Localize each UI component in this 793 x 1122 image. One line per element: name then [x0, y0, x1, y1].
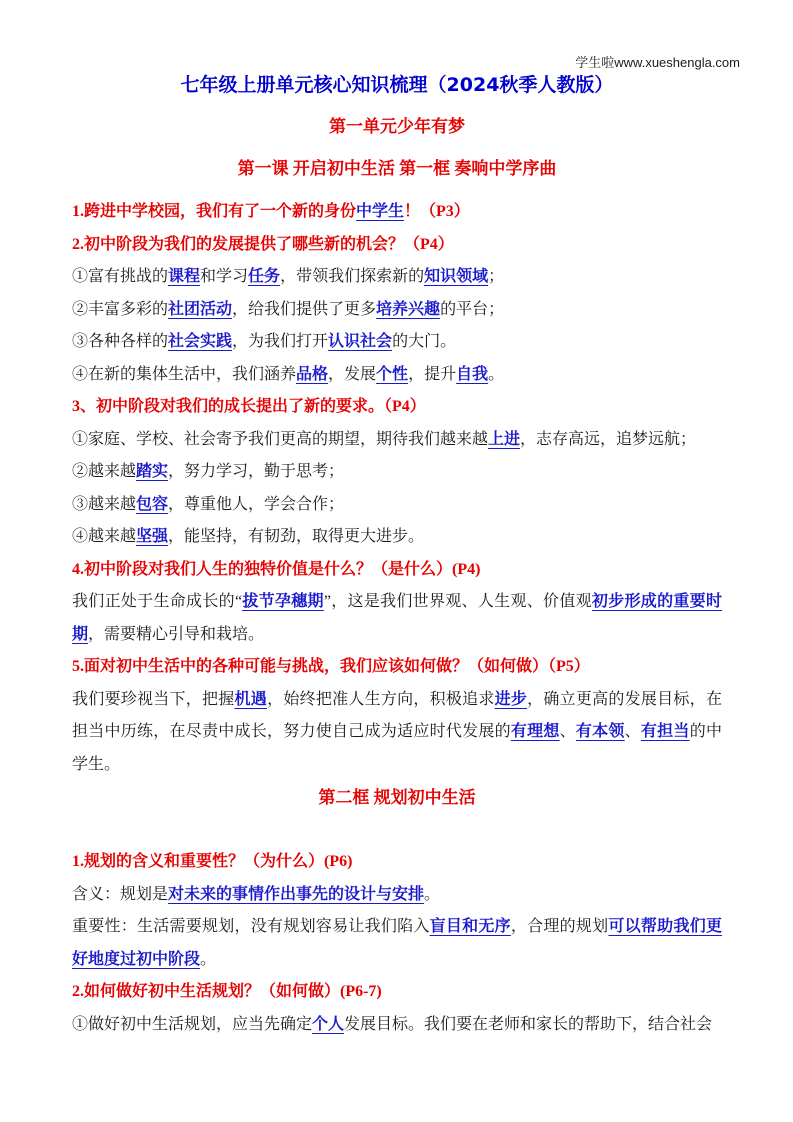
key-term: 包容 — [136, 495, 169, 513]
text-run: 3、初中阶段对我们的成长提出了新的要求。（P4） — [72, 398, 426, 415]
text-run: 第二框 规划初中生活 — [318, 788, 476, 807]
text-run: 2.如何做好初中生活规划？（如何做）(P6-7) — [72, 983, 382, 1000]
text-run: 的大门。 — [392, 333, 457, 350]
text-run: 和学习 — [200, 268, 249, 285]
question-line — [72, 196, 722, 229]
text-run: ，努力学习，勤于思考； — [168, 463, 345, 480]
text-run: ！（P3） — [404, 203, 470, 220]
key-term: 有本领 — [575, 723, 625, 740]
answer-line — [72, 424, 722, 457]
text-run: ，确立更高的发展目标，在担当中历练，在尽责中成长，努力使自己成为适应时代发展的 — [72, 690, 722, 740]
text-run: ，发展 — [328, 365, 377, 383]
text-run: ①富有挑战的 — [72, 268, 169, 285]
answer-line — [72, 359, 722, 392]
text-run: ③越来越 — [72, 495, 137, 513]
key-term: 盲目和无序 — [429, 918, 511, 935]
answer-line — [72, 879, 722, 912]
text-run: ③各种各样的 — [72, 333, 169, 350]
text-run: ，能坚持，有韧劲，取得更大进步。 — [168, 528, 425, 545]
answer-line — [72, 521, 722, 554]
answer-line — [72, 684, 722, 782]
text-run: 。 — [424, 885, 441, 903]
key-term: 任务 — [248, 268, 281, 285]
text-run: ④在新的集体生活中，我们涵养 — [72, 365, 297, 383]
text-run: 。 — [200, 950, 217, 968]
text-run: 发展目标。我们要在老师和家长的帮助下，结合社会 — [344, 1015, 713, 1033]
key-term: 有担当 — [640, 723, 690, 740]
key-term: 知识领域 — [424, 268, 489, 285]
key-term: 个人 — [312, 1015, 345, 1033]
text-run: ，始终把准人生方向，积极追求 — [267, 690, 495, 708]
key-term: 培养兴趣 — [376, 300, 441, 318]
key-term: 初步形成的重要时期 — [72, 593, 722, 643]
key-term: 课程 — [168, 268, 201, 285]
lesson-heading: 第一课 开启初中生活 第一框 奏响中学序曲 — [237, 159, 557, 178]
text-run: ，需要精心引导和栽培。 — [88, 625, 265, 643]
question-line — [72, 229, 722, 262]
document-title: 七年级上册单元核心知识梳理（2024秋季人教版） — [180, 74, 614, 96]
answer-line — [72, 326, 722, 359]
text-run: ； — [488, 268, 505, 285]
answer-line — [72, 586, 722, 651]
text-run: 的中学生。 — [72, 723, 722, 773]
answer-line — [72, 294, 722, 327]
question-line — [72, 651, 722, 684]
text-run: ”，这是我们世界观、人生观、价值观 — [323, 593, 592, 610]
text-run: ，给我们提供了更多 — [232, 300, 377, 318]
document-body — [72, 196, 722, 1041]
answer-line — [72, 911, 722, 976]
key-term: 对未来的事情作出事先的设计与安排 — [168, 885, 425, 903]
text-run: 2.初中阶段为我们的发展提供了哪些新的机会？（P4） — [72, 235, 454, 253]
text-run: 的平台； — [440, 300, 505, 318]
key-term: 社团活动 — [168, 300, 233, 318]
frame-heading — [72, 781, 722, 814]
question-line — [72, 976, 722, 1009]
text-run: ①做好初中生活规划，应当先确定 — [72, 1015, 313, 1033]
text-run: ，为我们打开 — [232, 333, 329, 350]
answer-line — [72, 261, 722, 294]
key-term: 进步 — [494, 690, 528, 708]
text-run: 含义：规划是 — [72, 885, 169, 903]
text-run: 、 — [559, 723, 576, 740]
text-run: 重要性：生活需要规划，没有规划容易让我们陷入 — [72, 918, 430, 935]
text-run: 。 — [488, 365, 505, 383]
key-term: 社会实践 — [168, 333, 233, 350]
key-term: 可以帮助我们更好地度过初中阶段 — [72, 918, 722, 968]
text-run: 、 — [624, 723, 641, 740]
key-term: 踏实 — [136, 463, 169, 480]
text-run: ，尊重他人，学会合作； — [168, 495, 345, 513]
key-term: 有理想 — [510, 723, 560, 740]
key-term: 坚强 — [136, 528, 169, 545]
question-line — [72, 391, 722, 424]
text-run: ，提升 — [408, 365, 457, 383]
text-run: 1.跨进中学校园，我们有了一个新的身份 — [72, 203, 357, 220]
text-run: ，带领我们探索新的 — [280, 268, 425, 285]
text-run: 4.初中阶段对我们人生的独特价值是什么？（是什么）(P4) — [72, 560, 481, 578]
text-run: ①家庭、学校、社会寄予我们更高的期望，期待我们越来越 — [72, 430, 489, 448]
text-run: ，合理的规划 — [510, 918, 609, 935]
answer-line — [72, 489, 722, 522]
watermark: 学生啦www.xueshengla.com — [575, 55, 740, 70]
text-run: ②越来越 — [72, 463, 137, 480]
key-term: 认识社会 — [328, 333, 393, 350]
key-term: 机遇 — [234, 690, 268, 708]
text-run: 1.规划的含义和重要性？（为什么）(P6) — [72, 853, 353, 870]
text-run: ，志存高远，追梦远航； — [520, 430, 697, 448]
text-run: ②丰富多彩的 — [72, 300, 169, 318]
key-term: 拔节孕穗期 — [242, 593, 324, 610]
unit-heading: 第一单元少年有梦 — [329, 117, 465, 136]
key-term: 自我 — [456, 365, 489, 383]
text-run: 我们要珍视当下，把握 — [72, 690, 235, 708]
text-run: 5.面对初中生活中的各种可能与挑战，我们应该如何做？（如何做）（P5） — [72, 658, 590, 675]
key-term: 中学生 — [356, 203, 405, 220]
question-line — [72, 554, 722, 587]
answer-line — [72, 1009, 722, 1042]
text-run: 我们正处于生命成长的“ — [72, 593, 243, 610]
text-run: ④越来越 — [72, 528, 137, 545]
answer-line — [72, 456, 722, 489]
key-term: 上进 — [488, 430, 521, 448]
key-term: 品格 — [296, 365, 329, 383]
key-term: 个性 — [376, 365, 409, 383]
question-line — [72, 846, 722, 879]
